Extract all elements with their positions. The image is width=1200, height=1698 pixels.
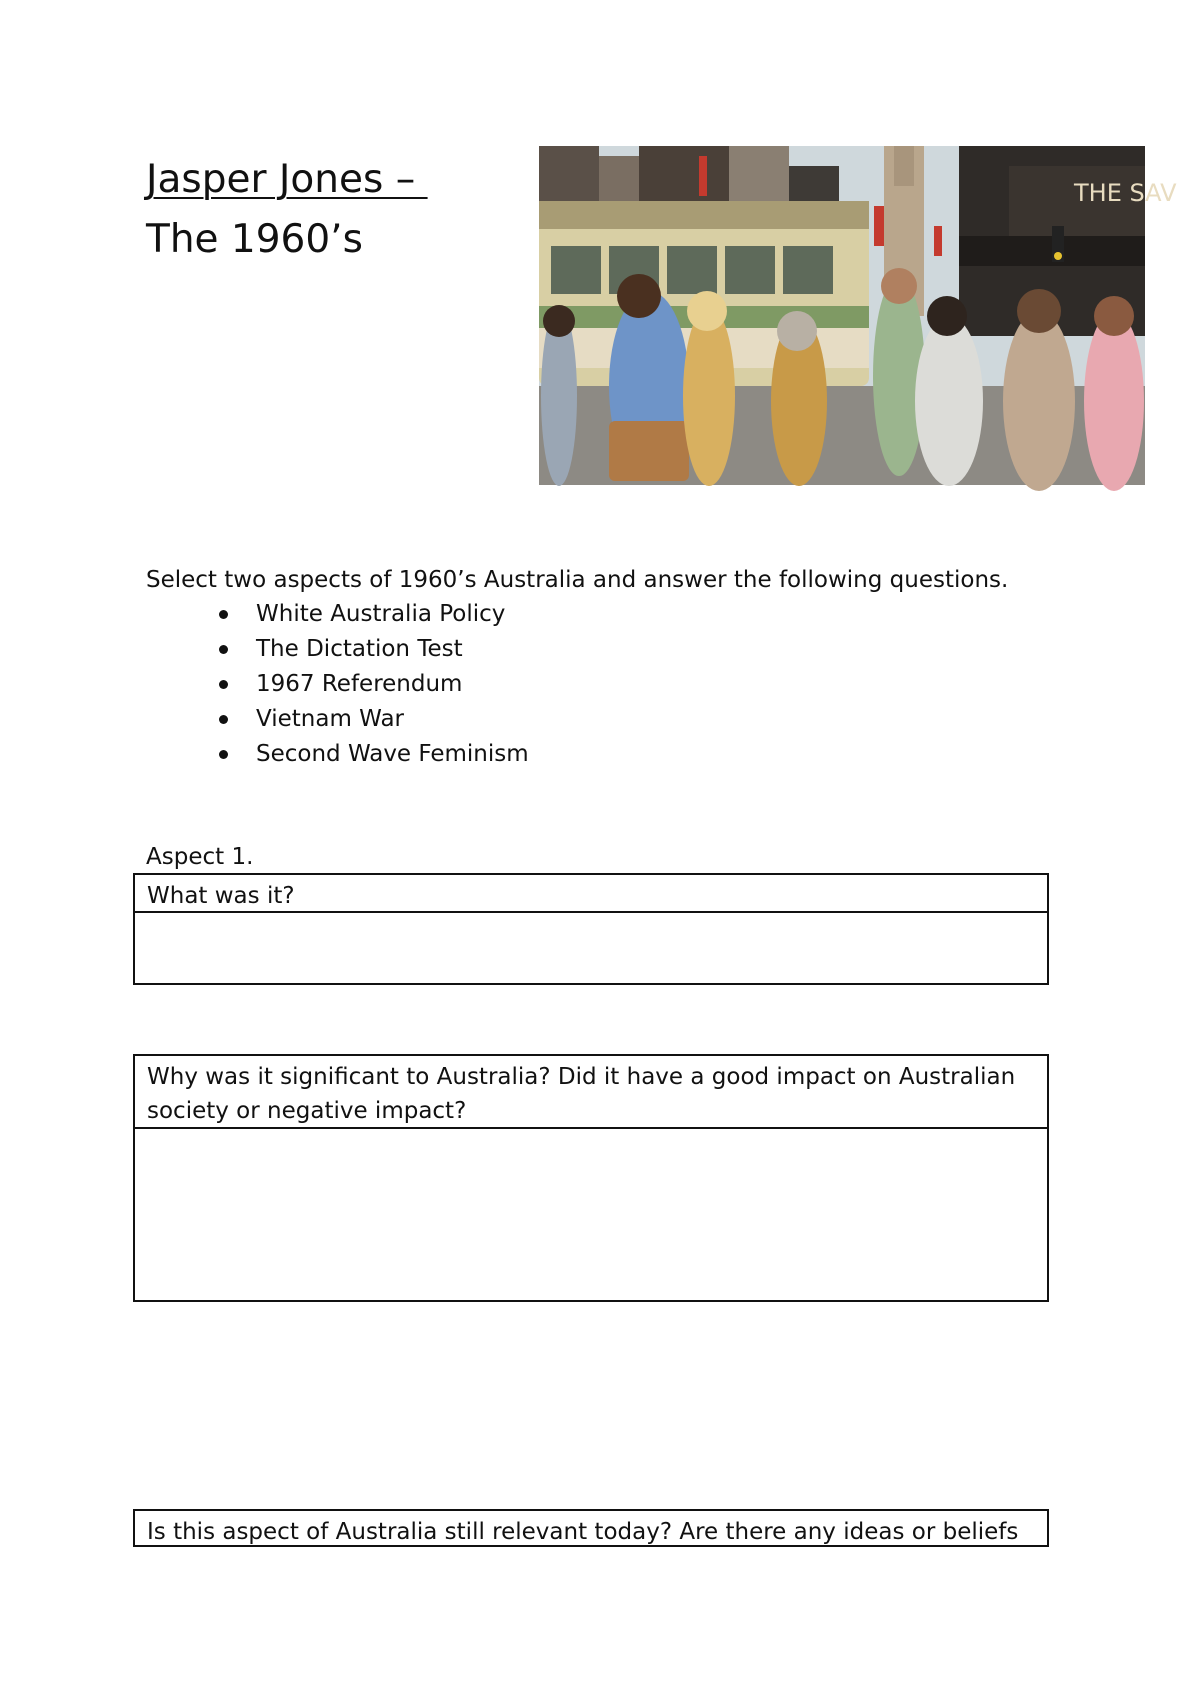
question-table-significance <box>133 1054 1049 1302</box>
bullet-icon <box>219 715 228 724</box>
aspect-list <box>146 597 529 772</box>
aspect-option: White Australia Policy <box>256 601 506 627</box>
aspect-option: 1967 Referendum <box>256 671 463 697</box>
aspect-option: Vietnam War <box>256 706 404 732</box>
list-item <box>146 737 529 772</box>
question-prompt: Why was it significant to Australia? Did it have a good impact on Australian society or negative impact? <box>135 1056 1047 1129</box>
aspect-heading: Aspect 1. <box>146 844 254 870</box>
bullet-icon <box>219 610 228 619</box>
page-title <box>146 150 428 270</box>
question-table-relevance <box>133 1509 1049 1547</box>
title-line-2: The 1960’s <box>146 217 363 262</box>
bullet-icon <box>219 680 228 689</box>
aspect-option: The Dictation Test <box>256 636 463 662</box>
bullet-icon <box>219 645 228 654</box>
title-line-1: Jasper Jones – <box>146 157 428 202</box>
list-item <box>146 597 529 632</box>
list-item <box>146 667 529 702</box>
street-scene-photo <box>539 146 1177 485</box>
store-sign-text: THE SAV <box>1074 179 1177 207</box>
question-prompt: What was it? <box>135 875 1047 913</box>
list-item <box>146 702 529 737</box>
aspect-option: Second Wave Feminism <box>256 741 529 767</box>
instructions-text: Select two aspects of 1960’s Australia and answer the following questions. <box>146 567 1009 593</box>
question-table-what <box>133 873 1049 985</box>
bullet-icon <box>219 750 228 759</box>
list-item <box>146 632 529 667</box>
question-prompt: Is this aspect of Australia still relevant today? Are there any ideas or beliefs <box>147 1519 1019 1545</box>
